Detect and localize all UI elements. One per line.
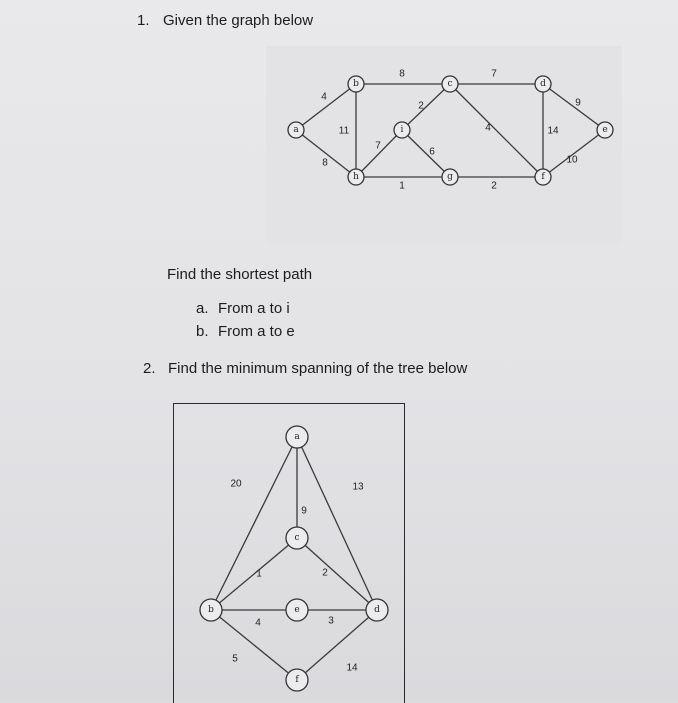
- graph2-node-f-label: f: [295, 675, 299, 685]
- graph1-node-e-label: e: [602, 125, 608, 135]
- graph1-node-c-label: c: [447, 79, 453, 89]
- q1-prompt: Find the shortest path: [167, 266, 313, 283]
- graph1-weight-d-f: 14: [547, 125, 559, 137]
- graph2-weight-b-f: 5: [232, 653, 238, 665]
- graph2-weight-c-d: 2: [322, 567, 328, 579]
- q1-text: Given the graph below: [163, 12, 314, 29]
- graph1-weight-g-f: 2: [491, 180, 497, 192]
- graph1-weight-a-b: 4: [321, 91, 327, 103]
- graph1-node-g-label: g: [447, 172, 453, 182]
- graph2-edge-c-d: [297, 538, 377, 610]
- graph2-node-d: [366, 599, 388, 621]
- graph1-weight-a-h: 8: [322, 157, 328, 169]
- q1-number: 1.: [137, 12, 150, 29]
- graph2-edge-f-d: [297, 610, 377, 680]
- graph1-weight-c-f: 4: [485, 122, 491, 134]
- graph2-node-c: [286, 527, 308, 549]
- graph2-node-f: [286, 669, 308, 691]
- graph1-weight-h-i: 7: [375, 140, 381, 152]
- graph2-weight-e-d: 3: [328, 615, 334, 627]
- graph2-node-b: [200, 599, 222, 621]
- graph2-edge-b-f: [211, 610, 297, 680]
- graph1-node-d-label: d: [540, 79, 546, 89]
- graph2-weight-f-d: 14: [346, 662, 358, 674]
- graph1-weight-i-g: 6: [429, 146, 435, 158]
- graph2-weight-a-c: 9: [301, 505, 307, 517]
- q1-part-b-label: b.: [196, 323, 209, 340]
- graph2-node-d-label: d: [374, 605, 380, 615]
- graph2-weight-b-e: 4: [255, 617, 261, 629]
- graph1-weight-f-e: 10: [566, 154, 578, 166]
- graph2-node-a: [286, 426, 308, 448]
- graph2-node-c-label: c: [294, 533, 300, 543]
- graph2-weight-a-b: 20: [230, 478, 242, 490]
- graph1-node-b-label: b: [353, 79, 359, 89]
- q1-part-a-text: From a to i: [218, 300, 290, 317]
- graph1-weight-h-g: 1: [399, 180, 405, 192]
- graph2-edge-a-d: [297, 437, 377, 610]
- graph1-weight-c-d: 7: [491, 68, 497, 80]
- graph2-edge-a-b: [211, 437, 300, 610]
- graph2-weight-c-b: 1: [256, 568, 262, 580]
- q2-text: Find the minimum spanning of the tree below: [168, 360, 468, 377]
- graph2-node-b-label: b: [208, 605, 214, 615]
- graph1-weight-d-e: 9: [575, 97, 581, 109]
- graph1-weight-b-h: 11: [338, 125, 350, 137]
- graph1-weight-b-c: 8: [399, 68, 405, 80]
- q1-part-b-text: From a to e: [218, 323, 295, 340]
- graph2-node-a-label: a: [294, 432, 300, 442]
- q1-part-a-label: a.: [196, 300, 209, 317]
- graph1-node-f-label: f: [541, 172, 545, 182]
- q2-number: 2.: [143, 360, 156, 377]
- graph1-node-a-label: a: [293, 125, 299, 135]
- graph1-node-i-label: i: [400, 125, 404, 135]
- graph2-node-e-label: e: [294, 605, 300, 615]
- graph2-edge-c-b: [211, 538, 297, 610]
- graph2-weight-a-d: 13: [352, 481, 364, 493]
- graph2-node-e: [286, 599, 308, 621]
- graph1-node-h-label: h: [353, 172, 359, 182]
- graph1-weight-i-c: 2: [418, 100, 424, 112]
